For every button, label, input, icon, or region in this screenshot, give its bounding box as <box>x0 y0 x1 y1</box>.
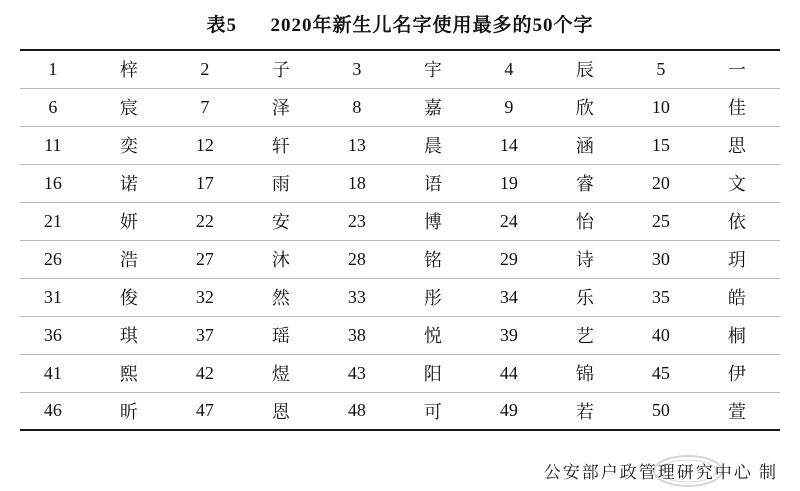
character-cell: 思 <box>694 126 780 164</box>
rank-cell: 40 <box>628 316 694 354</box>
character-cell: 玥 <box>694 240 780 278</box>
rank-cell: 36 <box>20 316 86 354</box>
character-cell: 轩 <box>238 126 324 164</box>
rank-cell: 4 <box>476 50 542 88</box>
rank-cell: 30 <box>628 240 694 278</box>
rank-cell: 23 <box>324 202 390 240</box>
rank-cell: 28 <box>324 240 390 278</box>
character-cell: 彤 <box>390 278 476 316</box>
rank-cell: 19 <box>476 164 542 202</box>
rank-cell: 46 <box>20 392 86 430</box>
character-cell: 嘉 <box>390 88 476 126</box>
table-row <box>20 354 780 392</box>
table-row <box>20 278 780 316</box>
character-cell: 佳 <box>694 88 780 126</box>
rank-cell: 25 <box>628 202 694 240</box>
table-row <box>20 164 780 202</box>
character-cell: 悦 <box>390 316 476 354</box>
character-cell: 奕 <box>86 126 172 164</box>
character-cell: 然 <box>238 278 324 316</box>
rank-cell: 50 <box>628 392 694 430</box>
table-row <box>20 240 780 278</box>
rank-cell: 41 <box>20 354 86 392</box>
character-cell: 乐 <box>542 278 628 316</box>
character-cell: 瑶 <box>238 316 324 354</box>
rank-cell: 31 <box>20 278 86 316</box>
rank-cell: 20 <box>628 164 694 202</box>
document-footer: 公安部户政管理研究中心 制 <box>543 463 778 482</box>
character-cell: 浩 <box>86 240 172 278</box>
rank-cell: 24 <box>476 202 542 240</box>
character-cell: 阳 <box>390 354 476 392</box>
rank-cell: 27 <box>172 240 238 278</box>
character-cell: 沐 <box>238 240 324 278</box>
character-cell: 煜 <box>238 354 324 392</box>
character-cell: 怡 <box>542 202 628 240</box>
rank-cell: 15 <box>628 126 694 164</box>
character-cell: 梓 <box>86 50 172 88</box>
rank-cell: 44 <box>476 354 542 392</box>
rank-cell: 22 <box>172 202 238 240</box>
character-cell: 宸 <box>86 88 172 126</box>
rank-cell: 2 <box>172 50 238 88</box>
table-row <box>20 126 780 164</box>
table-caption <box>0 0 800 49</box>
table-row <box>20 50 780 88</box>
table-number: 表5 <box>206 15 237 36</box>
rank-cell: 12 <box>172 126 238 164</box>
table-row <box>20 88 780 126</box>
character-cell: 妍 <box>86 202 172 240</box>
character-cell: 铭 <box>390 240 476 278</box>
character-cell: 博 <box>390 202 476 240</box>
character-cell: 诗 <box>542 240 628 278</box>
character-cell: 伊 <box>694 354 780 392</box>
rank-cell: 35 <box>628 278 694 316</box>
rank-cell: 13 <box>324 126 390 164</box>
rank-cell: 43 <box>324 354 390 392</box>
character-cell: 可 <box>390 392 476 430</box>
rank-cell: 11 <box>20 126 86 164</box>
rank-cell: 1 <box>20 50 86 88</box>
character-cell: 昕 <box>86 392 172 430</box>
character-cell: 桐 <box>694 316 780 354</box>
character-cell: 欣 <box>542 88 628 126</box>
character-cell: 一 <box>694 50 780 88</box>
character-cell: 皓 <box>694 278 780 316</box>
character-cell: 安 <box>238 202 324 240</box>
table-row <box>20 202 780 240</box>
character-cell: 琪 <box>86 316 172 354</box>
rank-cell: 38 <box>324 316 390 354</box>
character-cell: 辰 <box>542 50 628 88</box>
character-cell: 艺 <box>542 316 628 354</box>
character-cell: 泽 <box>238 88 324 126</box>
character-cell: 熙 <box>86 354 172 392</box>
rank-cell: 37 <box>172 316 238 354</box>
character-cell: 萱 <box>694 392 780 430</box>
rank-cell: 14 <box>476 126 542 164</box>
rank-cell: 6 <box>20 88 86 126</box>
rank-cell: 47 <box>172 392 238 430</box>
rank-cell: 29 <box>476 240 542 278</box>
table-row <box>20 392 780 430</box>
character-cell: 诺 <box>86 164 172 202</box>
character-cell: 锦 <box>542 354 628 392</box>
character-cell: 晨 <box>390 126 476 164</box>
rank-cell: 34 <box>476 278 542 316</box>
names-table <box>20 49 780 431</box>
character-cell: 睿 <box>542 164 628 202</box>
table-title-text: 2020年新生儿名字使用最多的50个字 <box>270 15 594 36</box>
character-cell: 俊 <box>86 278 172 316</box>
character-cell: 依 <box>694 202 780 240</box>
character-cell: 文 <box>694 164 780 202</box>
table-row <box>20 316 780 354</box>
character-cell: 涵 <box>542 126 628 164</box>
character-cell: 宇 <box>390 50 476 88</box>
rank-cell: 17 <box>172 164 238 202</box>
rank-cell: 39 <box>476 316 542 354</box>
rank-cell: 7 <box>172 88 238 126</box>
character-cell: 若 <box>542 392 628 430</box>
character-cell: 子 <box>238 50 324 88</box>
character-cell: 雨 <box>238 164 324 202</box>
character-cell: 恩 <box>238 392 324 430</box>
rank-cell: 26 <box>20 240 86 278</box>
rank-cell: 32 <box>172 278 238 316</box>
rank-cell: 8 <box>324 88 390 126</box>
rank-cell: 21 <box>20 202 86 240</box>
rank-cell: 42 <box>172 354 238 392</box>
character-cell: 语 <box>390 164 476 202</box>
rank-cell: 33 <box>324 278 390 316</box>
rank-cell: 10 <box>628 88 694 126</box>
rank-cell: 5 <box>628 50 694 88</box>
rank-cell: 18 <box>324 164 390 202</box>
rank-cell: 45 <box>628 354 694 392</box>
rank-cell: 16 <box>20 164 86 202</box>
rank-cell: 9 <box>476 88 542 126</box>
rank-cell: 3 <box>324 50 390 88</box>
rank-cell: 49 <box>476 392 542 430</box>
rank-cell: 48 <box>324 392 390 430</box>
